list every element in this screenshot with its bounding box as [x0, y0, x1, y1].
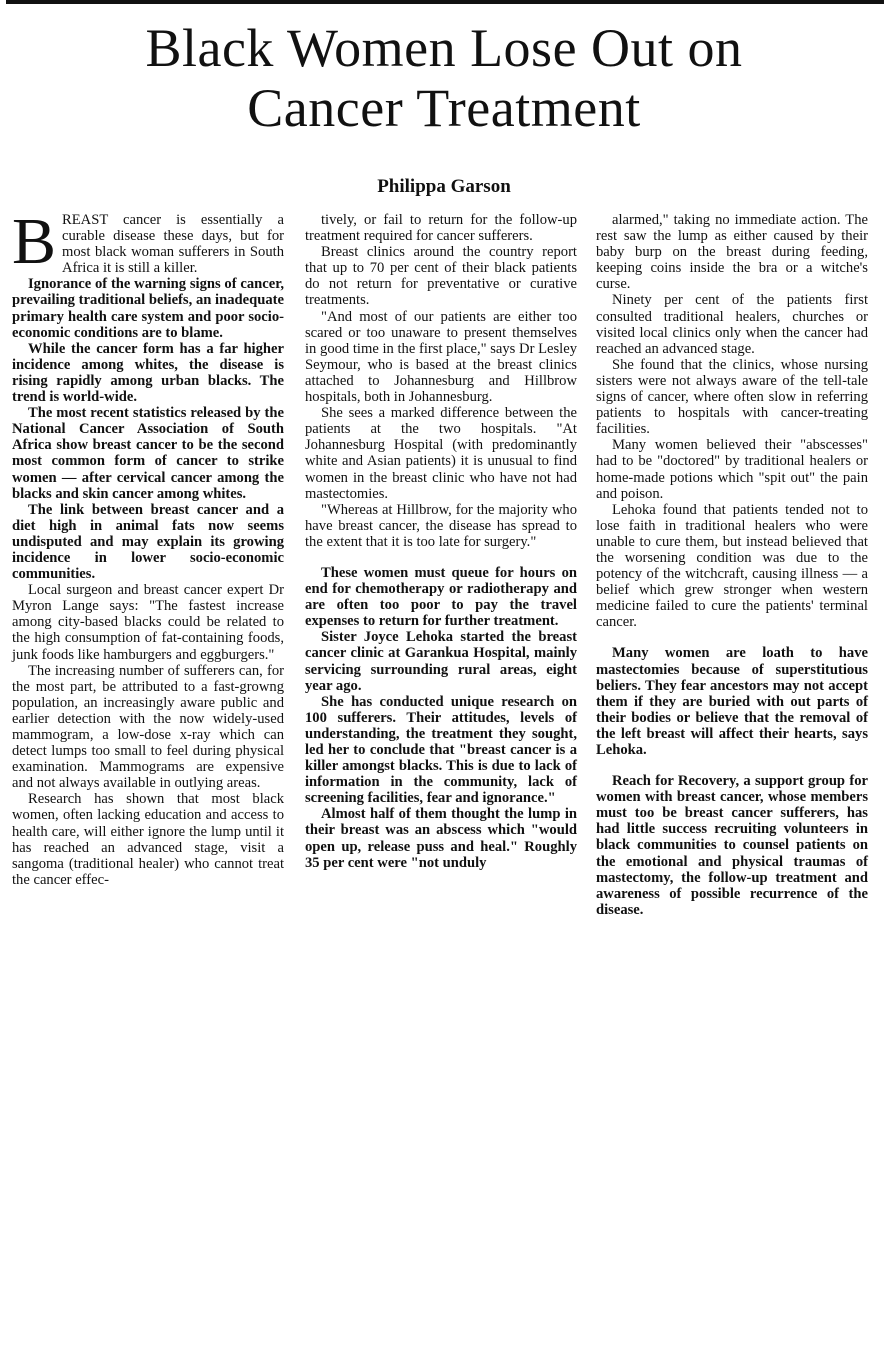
paragraph: alarmed," taking no immediate action. The rest saw the lump as either caused by their baby burp on the breast during feeding, keeping coins inside the bra or a witche's curse. — [596, 212, 868, 293]
headline — [0, 18, 888, 138]
paragraph: Almost half of them thought the lump in their breast was an abscess which "would open up, release puss and heal." Roughly 35 per cent were "not unduly — [305, 806, 577, 871]
column-2 — [305, 212, 577, 871]
paragraph: She found that the clinics, whose nursing sisters were not always aware of the tell-tale signs of cancer, where often slow in referring patients to hospitals with cancer-treating facilities. — [596, 356, 868, 438]
paragraph: She has conducted unique research on 100 sufferers. Their attitudes, levels of understanding, the treatment they sought, led her to conclude that "breast cancer is a killer amongst blacks. This is due to lack of information in the community, lack of screening facilities, fear and ignorance." — [305, 693, 577, 807]
byline: Philippa Garson — [377, 176, 511, 197]
paragraph: BREAST cancer is essentially a curable disease these days, but for most black woman sufferers in South Africa it is still a killer. — [12, 205, 284, 278]
paragraph: These women must queue for hours on end for chemotherapy or radiotherapy and are often too poor to pay the travel expenses to return for further treatment. — [305, 564, 577, 630]
top-rule — [6, 0, 884, 4]
paragraph: tively, or fail to return for the follow-up treatment required for cancer sufferers. — [305, 212, 577, 245]
paragraph: She sees a marked difference between the patients at the two hospitals. "At Johannesburg Hospital (with predominantly white and Asian patients) it is unusual to find women in the breast clinic who have not had mastectomies. — [305, 405, 577, 502]
paragraph: Ignorance of the warning signs of cancer, prevailing traditional beliefs, an inadequate primary health care system and poor socio-economic conditions are to blame. — [12, 276, 284, 341]
column-3 — [596, 212, 868, 918]
paragraph: "Whereas at Hillbrow, for the majority who have breast cancer, the disease has spread to the extent that it is too late for surgery." — [305, 501, 577, 550]
paragraph: Sister Joyce Lehoka started the breast cancer clinic at Garankua Hospital, mainly servicing surrounding rural areas, eight year ago. — [305, 629, 577, 694]
paragraph: Lehoka found that patients tended not to lose faith in traditional healers who were unable to cure them, but instead believed that the worsening condition was due to the potency of the witchcraft, causing illness — a belief which grew stronger when western medicine failed to cure the patients' terminal cancer. — [596, 501, 868, 631]
paragraph: Ninety per cent of the patients first consulted traditional healers, churches or visited local clinics only when the cancer had reached an advanced stage. — [596, 292, 868, 357]
paragraph: Local surgeon and breast cancer expert Dr Myron Lange says: "The fastest increase among city-based blacks could be related to the high consumption of fat-containing foods, junk foods like hamburgers and eggburgers." — [12, 582, 284, 663]
paragraph: "And most of our patients are either too scared or too unaware to present themselves in good time in the first place," says Dr Lesley Seymour, who is based at the breast clinics attached to Johannesburg and Hillbrow hospitals, both in Johannesburg. — [305, 308, 577, 406]
paragraph: The increasing number of sufferers can, for the most part, be attributed to a fast-growng population, an increasingly aware public and earlier detection with the now widely-used mammogram, a low-dose x-ray which can detect lumps too small to feel during physical examination. Mammograms are expensive and not always available in outlying areas. — [12, 662, 284, 792]
paragraph: Reach for Recovery, a support group for women with breast cancer, whose members must too be breast cancer sufferers, has had little success recruiting volunteers in black communities to counsel patients on the emotional and physical traumas of mastectomy, the follow-up treatment and awareness of possible recurrence of the disease. — [596, 773, 868, 918]
paragraph: The link between breast cancer and a diet high in animal fats now seems undisputed and may explain its growing incidence in lower socio-economic communities. — [12, 501, 284, 583]
drop-cap: B — [12, 205, 57, 278]
paragraph: Many women are loath to have mastectomies because of superstitutious beliers. They fear ancestors may not accept them if they are buried with out parts of their bodies or believe that the removal of the left breast will affect their hearts, says Lehoka. — [596, 645, 868, 758]
column-1 — [12, 205, 284, 888]
paragraph: Many women believed their "abscesses" had to be "doctored" by traditional healers or home-made potions which "spit out" the pain and poison. — [596, 437, 868, 502]
headline-line-2: Cancer Treatment — [247, 78, 641, 138]
paragraph: While the cancer form has a far higher incidence among whites, the disease is rising rapidly among urban blacks. The trend is world-wide. — [12, 340, 284, 406]
paragraph: Breast clinics around the country report that up to 70 per cent of their black patients do not return for preventative or curative treatments. — [305, 244, 577, 309]
headline-line-1: Black Women Lose Out on — [145, 18, 743, 78]
paragraph: The most recent statistics released by the National Cancer Association of South Africa show breast cancer to be the second most common form of cancer to strike women — after cervical cancer among the blacks and skin cancer among whites. — [12, 405, 284, 502]
paragraph: Research has shown that most black women, often lacking education and access to health care, will either ignore the lump until it has reached an advanced stage, visit a sangoma (traditional healer) who cannot treat the cancer effec- — [12, 791, 284, 888]
